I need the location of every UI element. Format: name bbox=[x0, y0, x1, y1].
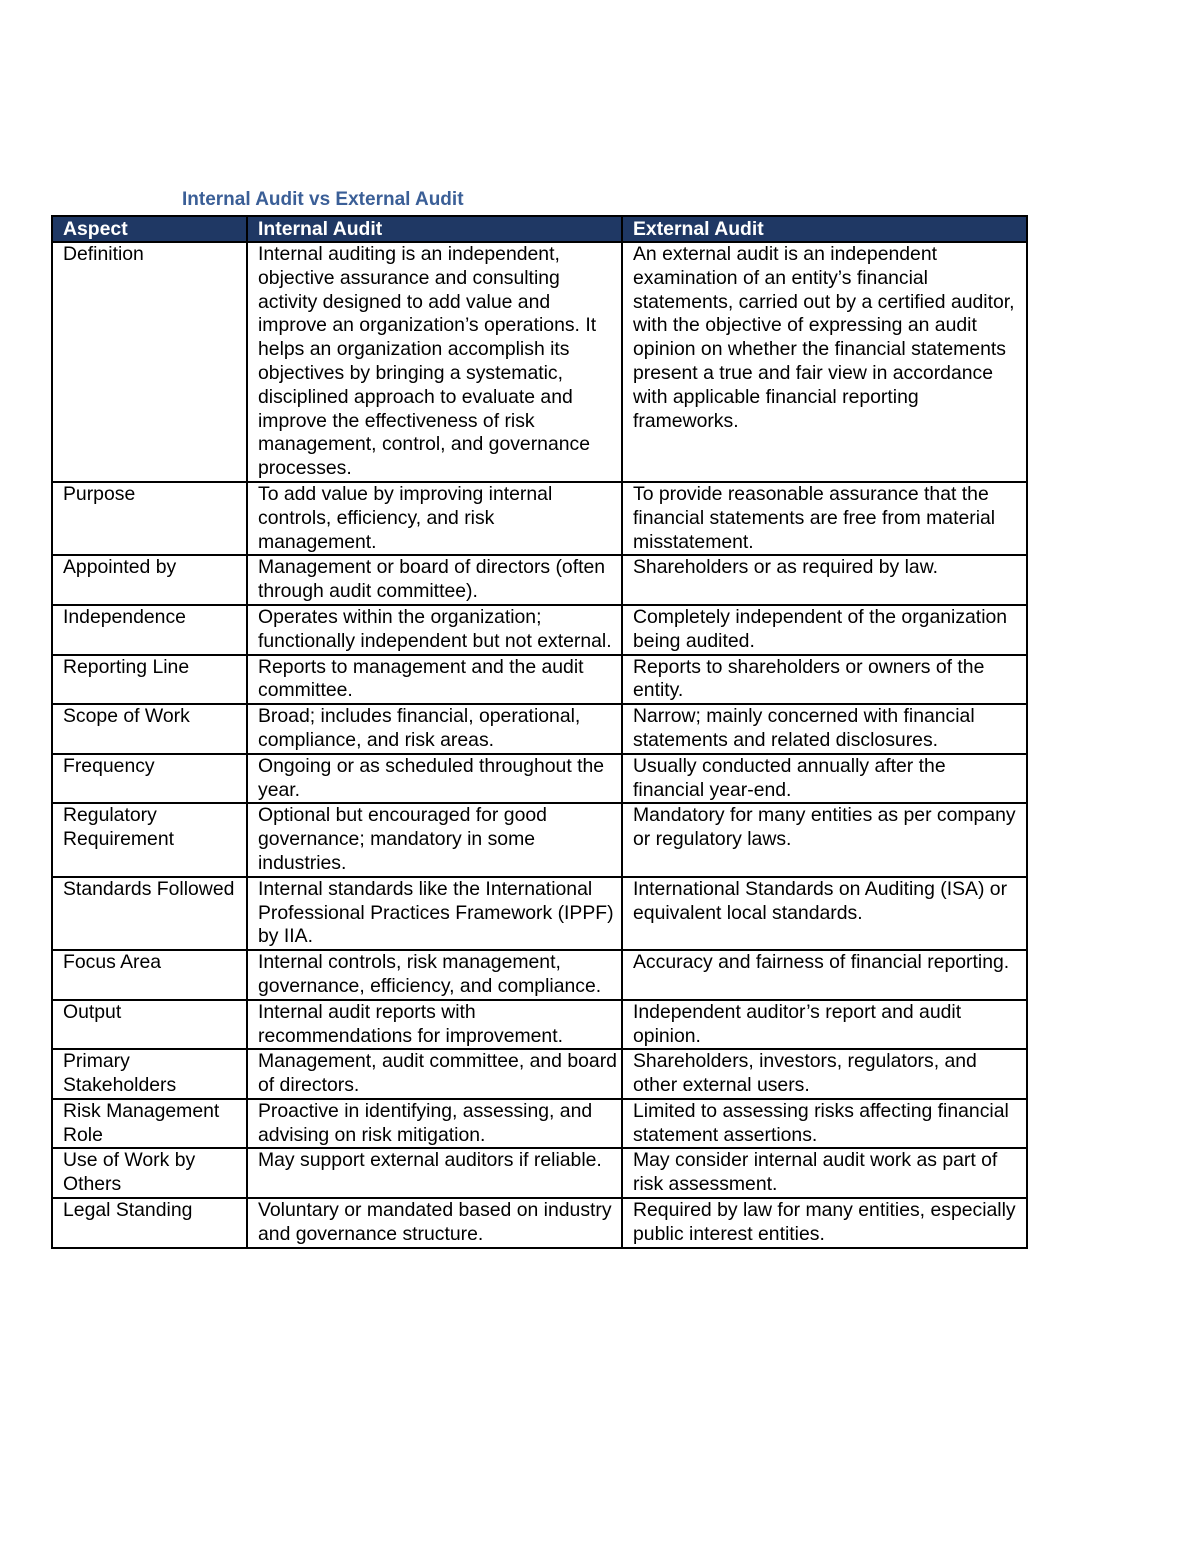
internal-audit-cell: May support external auditors if reliable. bbox=[247, 1148, 622, 1198]
aspect-cell: Primary Stakeholders bbox=[52, 1049, 247, 1099]
aspect-cell: Scope of Work bbox=[52, 704, 247, 754]
aspect-cell: Regulatory Requirement bbox=[52, 803, 247, 876]
aspect-cell: Reporting Line bbox=[52, 655, 247, 705]
external-audit-cell: Limited to assessing risks affecting financial statement assertions. bbox=[622, 1099, 1027, 1149]
aspect-cell: Use of Work by Others bbox=[52, 1148, 247, 1198]
aspect-cell: Frequency bbox=[52, 754, 247, 804]
header-internal-audit: Internal Audit bbox=[247, 216, 622, 242]
internal-audit-cell: Internal standards like the International Professional Practices Framework (IPPF) by IIA. bbox=[247, 877, 622, 950]
aspect-cell: Standards Followed bbox=[52, 877, 247, 950]
external-audit-cell: May consider internal audit work as part of risk assessment. bbox=[622, 1148, 1027, 1198]
header-row bbox=[52, 216, 1027, 242]
table-row bbox=[52, 1198, 1027, 1248]
external-audit-cell: Mandatory for many entities as per company or regulatory laws. bbox=[622, 803, 1027, 876]
table-row bbox=[52, 877, 1027, 950]
external-audit-cell: Accuracy and fairness of financial reporting. bbox=[622, 950, 1027, 1000]
aspect-cell: Output bbox=[52, 1000, 247, 1050]
table-row bbox=[52, 803, 1027, 876]
internal-audit-cell: Optional but encouraged for good governance; mandatory in some industries. bbox=[247, 803, 622, 876]
external-audit-cell: Completely independent of the organization being audited. bbox=[622, 605, 1027, 655]
table-row bbox=[52, 1000, 1027, 1050]
header-aspect: Aspect bbox=[52, 216, 247, 242]
table-row bbox=[52, 605, 1027, 655]
internal-audit-cell: Internal auditing is an independent, objective assurance and consulting activity designed to add value and improve an organization’s operations. It helps an organization accomplish its objectives by bringing a systematic, disciplined approach to evaluate and improve the effectiveness of risk management, control, and governance processes. bbox=[247, 242, 622, 482]
external-audit-cell: International Standards on Auditing (ISA) or equivalent local standards. bbox=[622, 877, 1027, 950]
external-audit-cell: Shareholders or as required by law. bbox=[622, 555, 1027, 605]
internal-audit-cell: Ongoing or as scheduled throughout the year. bbox=[247, 754, 622, 804]
table-body bbox=[52, 242, 1027, 1248]
external-audit-cell: An external audit is an independent examination of an entity’s financial statements, carried out by a certified auditor, with the objective of expressing an audit opinion on whether the financial statements present a true and fair view in accordance with applicable financial reporting frameworks. bbox=[622, 242, 1027, 482]
aspect-cell: Independence bbox=[52, 605, 247, 655]
external-audit-cell: Usually conducted annually after the financial year-end. bbox=[622, 754, 1027, 804]
aspect-cell: Appointed by bbox=[52, 555, 247, 605]
internal-audit-cell: Voluntary or mandated based on industry and governance structure. bbox=[247, 1198, 622, 1248]
aspect-cell: Risk Management Role bbox=[52, 1099, 247, 1149]
table-row bbox=[52, 754, 1027, 804]
aspect-cell: Focus Area bbox=[52, 950, 247, 1000]
table-row bbox=[52, 555, 1027, 605]
internal-audit-cell: Broad; includes financial, operational, compliance, and risk areas. bbox=[247, 704, 622, 754]
table-row bbox=[52, 950, 1027, 1000]
external-audit-cell: Required by law for many entities, especially public interest entities. bbox=[622, 1198, 1027, 1248]
internal-audit-cell: Internal controls, risk management, governance, efficiency, and compliance. bbox=[247, 950, 622, 1000]
aspect-cell: Purpose bbox=[52, 482, 247, 555]
comparison-table bbox=[51, 215, 1028, 1249]
external-audit-cell: Independent auditor’s report and audit opinion. bbox=[622, 1000, 1027, 1050]
table-row bbox=[52, 1049, 1027, 1099]
table-row bbox=[52, 704, 1027, 754]
table-row bbox=[52, 482, 1027, 555]
internal-audit-cell: Internal audit reports with recommendations for improvement. bbox=[247, 1000, 622, 1050]
table-row bbox=[52, 1099, 1027, 1149]
header-external-audit: External Audit bbox=[622, 216, 1027, 242]
internal-audit-cell: To add value by improving internal controls, efficiency, and risk management. bbox=[247, 482, 622, 555]
internal-audit-cell: Reports to management and the audit committee. bbox=[247, 655, 622, 705]
table-row bbox=[52, 242, 1027, 482]
table-header bbox=[52, 216, 1027, 242]
internal-audit-cell: Proactive in identifying, assessing, and advising on risk mitigation. bbox=[247, 1099, 622, 1149]
document-title: Internal Audit vs External Audit bbox=[182, 189, 464, 210]
internal-audit-cell: Management or board of directors (often through audit committee). bbox=[247, 555, 622, 605]
external-audit-cell: Narrow; mainly concerned with financial statements and related disclosures. bbox=[622, 704, 1027, 754]
internal-audit-cell: Operates within the organization; functionally independent but not external. bbox=[247, 605, 622, 655]
external-audit-cell: To provide reasonable assurance that the financial statements are free from material misstatement. bbox=[622, 482, 1027, 555]
aspect-cell: Definition bbox=[52, 242, 247, 482]
aspect-cell: Legal Standing bbox=[52, 1198, 247, 1248]
internal-audit-cell: Management, audit committee, and board of directors. bbox=[247, 1049, 622, 1099]
external-audit-cell: Reports to shareholders or owners of the entity. bbox=[622, 655, 1027, 705]
table-row bbox=[52, 1148, 1027, 1198]
table-row bbox=[52, 655, 1027, 705]
external-audit-cell: Shareholders, investors, regulators, and other external users. bbox=[622, 1049, 1027, 1099]
